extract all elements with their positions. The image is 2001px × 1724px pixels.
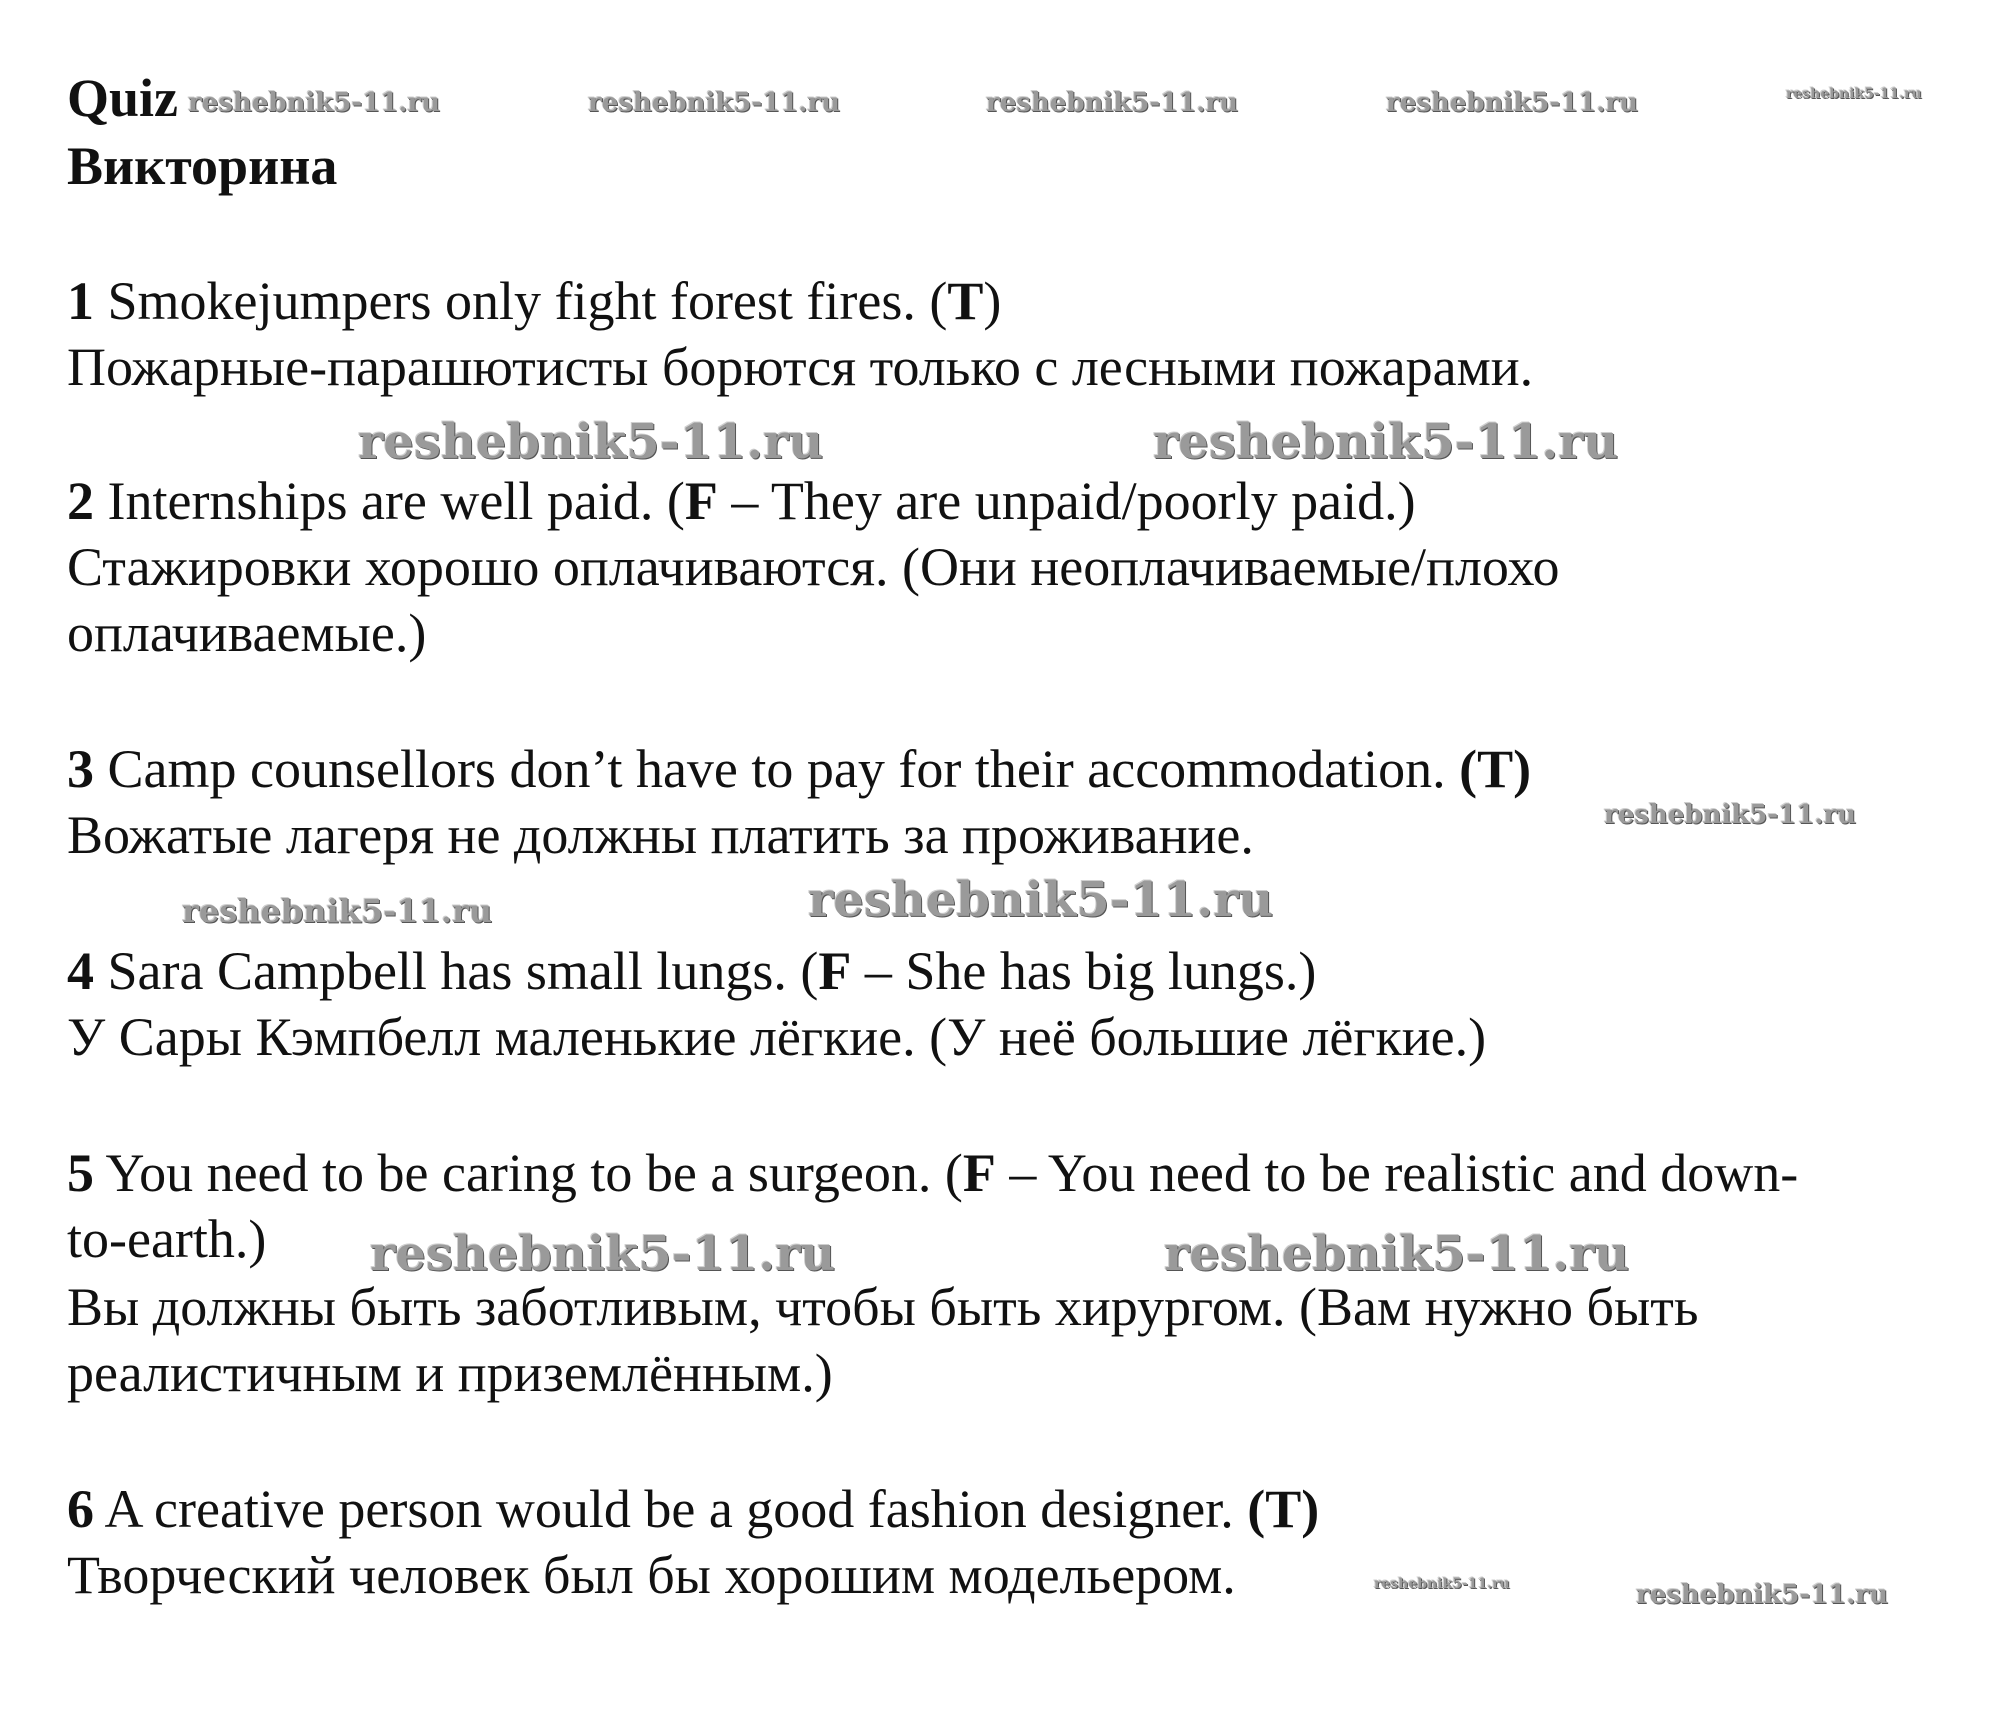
watermark: reshebnik5-11.ru — [1604, 800, 1857, 830]
item-verdict: F — [684, 471, 718, 531]
item-number: 5 — [67, 1143, 94, 1203]
item-2-ru-line2: оплачиваемые.) — [67, 603, 427, 663]
watermark: reshebnik5-11.ru — [1153, 414, 1619, 470]
item-verdict: T — [947, 271, 984, 331]
item-1-ru: Пожарные-парашютисты борются только с лесными пожарами. — [67, 337, 1534, 397]
watermark: reshebnik5-11.ru — [588, 88, 841, 118]
item-2-ru-line1: Стажировки хорошо оплачиваются. (Они неоплачиваемые/плохо — [67, 537, 1560, 597]
item-statement-tail: – She has big lungs.) — [851, 941, 1317, 1001]
item-statement: Camp counsellors don’t have to pay for their accommodation. — [94, 739, 1460, 799]
watermark: reshebnik5-11.ru — [358, 414, 824, 470]
item-verdict: (T) — [1459, 739, 1532, 799]
item-5-ru-line2: реалистичным и приземлённым.) — [67, 1343, 833, 1403]
item-3-en — [67, 736, 1531, 802]
item-verdict: F — [818, 941, 852, 1001]
watermark: reshebnik5-11.ru — [1636, 1580, 1889, 1610]
item-4-ru: У Сары Кэмпбелл маленькие лёгкие. (У неё большие лёгкие.) — [67, 1007, 1487, 1067]
item-5-en — [67, 1140, 1798, 1206]
item-number: 3 — [67, 739, 94, 799]
watermark: reshebnik5-11.ru — [182, 892, 493, 930]
item-6-en — [67, 1476, 1319, 1542]
watermark: reshebnik5-11.ru — [1164, 1226, 1630, 1282]
title-en: Quiz — [67, 68, 179, 128]
watermark: reshebnik5-11.ru — [188, 88, 441, 118]
item-number: 6 — [67, 1479, 94, 1539]
item-4-en — [67, 938, 1316, 1004]
item-statement: Sara Campbell has small lungs. ( — [94, 941, 819, 1001]
watermark: reshebnik5-11.ru — [1386, 88, 1639, 118]
item-5-en-line2: to-earth.) — [67, 1209, 267, 1269]
item-statement-tail: ) — [983, 271, 1002, 331]
item-verdict: (T) — [1247, 1479, 1320, 1539]
watermark: reshebnik5-11.ru — [808, 872, 1274, 928]
item-number: 4 — [67, 941, 94, 1001]
item-number: 2 — [67, 471, 94, 531]
watermark: reshebnik5-11.ru — [1786, 86, 1922, 102]
title-ru: Викторина — [67, 136, 338, 196]
quiz-title-ru — [67, 136, 337, 196]
item-statement: You need to be caring to be a surgeon. ( — [94, 1143, 963, 1203]
watermark: reshebnik5-11.ru — [986, 88, 1239, 118]
item-3-ru: Вожатые лагеря не должны платить за проживание. — [67, 805, 1254, 865]
item-number: 1 — [67, 271, 94, 331]
item-5-ru-line1: Вы должны быть заботливым, чтобы быть хирургом. (Вам нужно быть — [67, 1277, 1699, 1337]
item-1-en — [67, 268, 1001, 334]
item-statement: A creative person would be a good fashion designer. — [94, 1479, 1248, 1539]
item-statement-tail: – They are unpaid/poorly paid.) — [717, 471, 1416, 531]
item-statement: Internships are well paid. ( — [94, 471, 685, 531]
watermark: reshebnik5-11.ru — [370, 1226, 836, 1282]
item-verdict: F — [962, 1143, 996, 1203]
item-6-ru: Творческий человек был бы хорошим модельером. — [67, 1545, 1236, 1605]
item-statement: Smokejumpers only fight forest fires. ( — [94, 271, 948, 331]
item-statement-tail: – You need to be realistic and down- — [995, 1143, 1799, 1203]
quiz-title — [67, 68, 178, 128]
item-2-en — [67, 468, 1416, 534]
watermark: reshebnik5-11.ru — [1374, 1576, 1510, 1592]
